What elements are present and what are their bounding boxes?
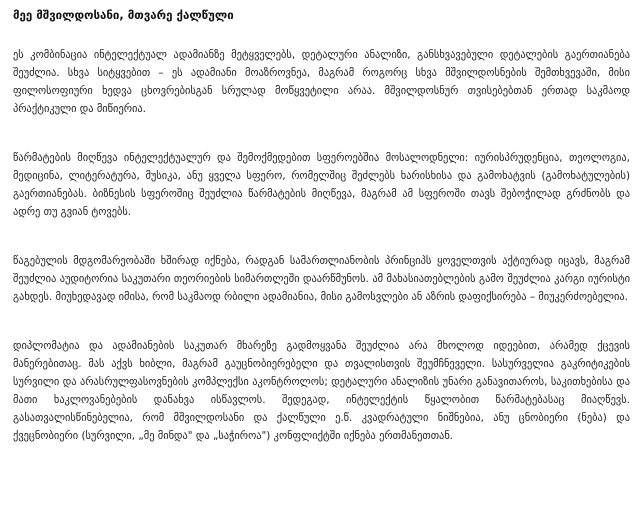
- article-paragraph-2: წარმატების მიღწევა ინტელექტუალურ და შემოქმედებით სფეროებშია მოსალოდნელი: იურისპრუდენცია, თეოლოგია, მედიცინა, ლიტერატურა, მუსიკა, ანუ ყველა სფერო, რომელშიც შეძლებს ხარისხისა და გამოხატვის (გამოხატულების) გაერთიანებას. ბიზნესის სფეროშიც შეუძლია წარმატების მიღწევა, მაგრამ ამ სფეროში თავს შებოჭილად გრძნობს და ადრე თუ გვიან ტოვებს.: [13, 152, 630, 218]
- article-paragraph-3: წაგებულის მდგომარეობაში ხშირად იქნება, რადგან სამართლიანობის პრინციპს ყოველთვის აქტიურად იცავს, მაგრამ შეუძლია აუდიტორია საკუთარი თეორიების სიმართლეში დაარწმუნოს. ამ მახასიათებლების გამო შეუძლია კარგი იურისტი გახდეს. მიუხედავად იმისა, რომ საკმაოდ რბილი ადამიანია, მისი გამოსვლები ან აზრის დაფიქსირება – მიუკერძოებელია.: [13, 255, 630, 303]
- article-title: მეე მშვილდოსანი, მთვარე ქალწული: [13, 8, 234, 22]
- article-paragraph-1: ეს კომბინაცია ინტელექტუალ ადამიანზე მეტყველებს, დეტალური ანალიზი, განსხვავებული დეტალების გაერთიანება შეუძლია. სხვა სიტყვებით – ეს ადამიანი მოაზროვნეა, მაგრამ როგორც სხვა მშვილდოსნების შემთხვევაში, მისი ფილოსოფიური ხედვა ცხოვრებისგან სრულად მოწყვეტილი არაა. მშვილდოსნურ თვისებებთან ერთად საკმაოდ პრაქტიკული და მიწიერია.: [13, 49, 630, 115]
- article-paragraph-4: დიპლომატია და ადამიანების საკუთარ მხარეზე გადმოყვანა შეუძლია არა მხოლოდ იდეებით, არამედ ქცევის მანერებითაც. მას აქვს ხიბლი, მაგრამ გაუცნობიერებელი და თვალისთვის შეუმჩნეველი. სასურველია გაკრიტიკების სურვილი და არასრულფასოვნების კომპლექსი აკონტროლოს; დეტალური ანალიზის უნარი განავითაროს, საკითხებისა და მათი ხაკლოვანებების დანახვა ისწავლოს. შედეგად, ინტელექტის წყალობით წარმატებასაც მიაღწევს. გასათვალისწინებელია, რომ მშვილდოსანი და ქალწული ე.წ. კვადრატული ნიშნებია, ანუ ცნობიერი (ნება) და ქვეცნობიერი (სურვილი, „მე მინდა" და „საჭიროა") კონფლიქტში იქნება ერთმანეთთან.: [13, 340, 630, 442]
